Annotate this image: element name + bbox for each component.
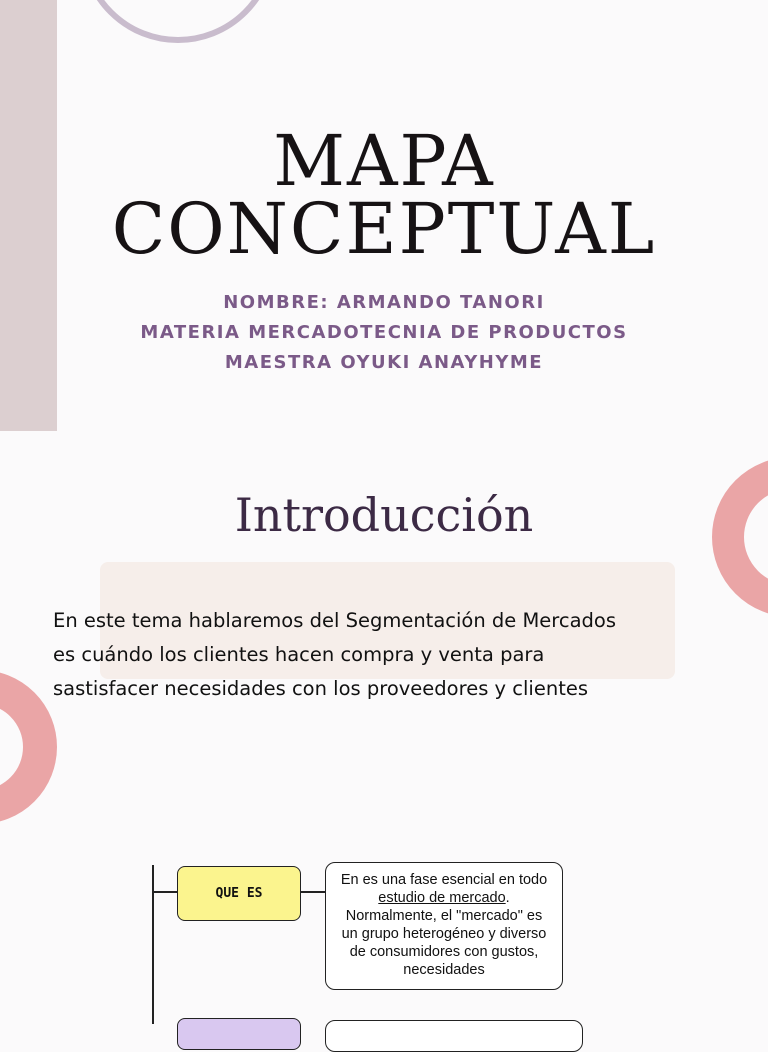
definition-line: un grupo heterogéneo y diverso [341, 926, 547, 942]
subject-name: MATERIA MERCADOTECNIA DE PRODUCTOS [140, 322, 628, 343]
map-branch-line [152, 891, 178, 893]
title-line-1: MAPA [273, 120, 495, 202]
map-trunk-line [152, 865, 154, 1024]
intro-line: sastisfacer necesidades con los proveedores y clientes [53, 677, 589, 700]
definition-line: estudio de mercado. [378, 890, 510, 906]
definition-line: necesidades [403, 962, 485, 978]
student-name: NOMBRE: ARMANDO TANORI [223, 292, 545, 313]
pink-ring-decoration-left [0, 665, 60, 830]
definition-node [325, 862, 563, 990]
second-concept-node [177, 1018, 301, 1050]
intro-line: es cuándo los clientes hacen compra y venta para [53, 643, 545, 666]
intro-heading: Introducción [234, 488, 534, 542]
teacher-name: MAESTRA OYUKI ANAYHYME [224, 352, 544, 373]
market-study-link[interactable]: estudio de mercado [378, 890, 506, 906]
title-line-2: CONCEPTUAL [111, 188, 657, 270]
intro-line: En este tema hablaremos del Segmentación de Mercados [53, 609, 617, 632]
map-connector-line [299, 891, 325, 893]
intro-paragraph [53, 604, 693, 706]
definition-line: Normalmente, el "mercado" es [345, 908, 543, 924]
second-definition-node [325, 1020, 583, 1052]
lilac-ring-decoration [80, 0, 280, 50]
definition-line: de consumidores con gustos, [349, 944, 539, 960]
que-es-node: QUE ES [177, 866, 301, 921]
definition-line: En es una fase esencial en todo [340, 872, 548, 888]
